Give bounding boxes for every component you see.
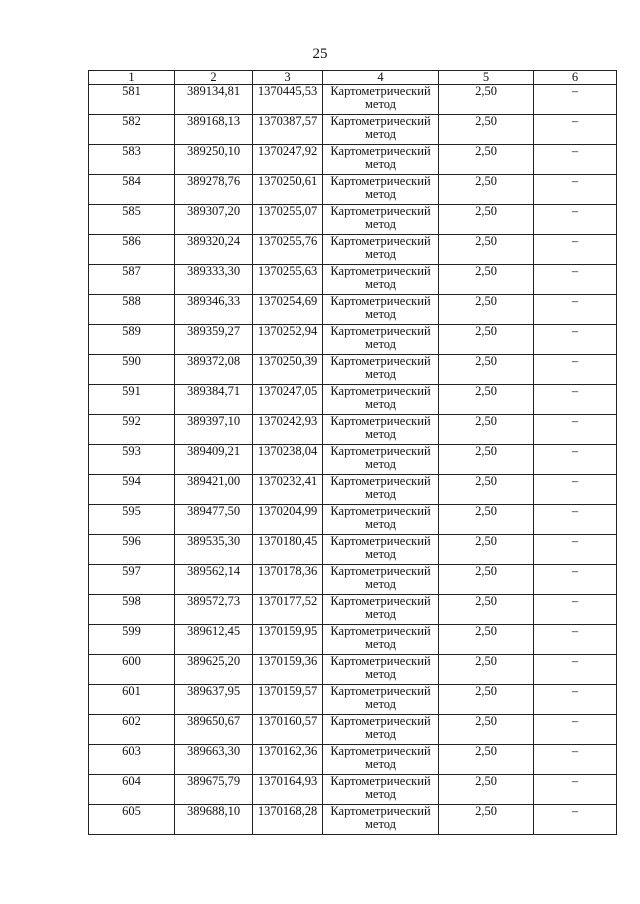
table-row [89,85,617,115]
method-cell: Картометрический метод [323,385,439,415]
table-row [89,415,617,445]
x-coordinate-cell: 389168,13 [175,115,253,145]
note-cell: – [534,685,617,715]
x-coordinate-cell: 389675,79 [175,775,253,805]
method-cell: Картометрический метод [323,655,439,685]
table-row [89,655,617,685]
accuracy-cell: 2,50 [439,415,534,445]
accuracy-cell: 2,50 [439,775,534,805]
table-row [89,535,617,565]
method-cell: Картометрический метод [323,625,439,655]
y-coordinate-cell: 1370238,04 [253,445,323,475]
method-cell: Картометрический метод [323,805,439,835]
note-cell: – [534,235,617,265]
point-number-cell: 597 [89,565,175,595]
accuracy-cell: 2,50 [439,475,534,505]
table-row [89,355,617,385]
column-header: 1 [89,71,175,85]
note-cell: – [534,85,617,115]
accuracy-cell: 2,50 [439,535,534,565]
table-row [89,805,617,835]
table-row [89,745,617,775]
method-cell: Картометрический метод [323,205,439,235]
x-coordinate-cell: 389409,21 [175,445,253,475]
note-cell: – [534,625,617,655]
point-number-cell: 591 [89,385,175,415]
note-cell: – [534,175,617,205]
accuracy-cell: 2,50 [439,565,534,595]
accuracy-cell: 2,50 [439,325,534,355]
point-number-cell: 601 [89,685,175,715]
table-row [89,295,617,325]
x-coordinate-cell: 389320,24 [175,235,253,265]
note-cell: – [534,475,617,505]
y-coordinate-cell: 1370387,57 [253,115,323,145]
note-cell: – [534,505,617,535]
note-cell: – [534,445,617,475]
note-cell: – [534,295,617,325]
note-cell: – [534,265,617,295]
note-cell: – [534,805,617,835]
method-cell: Картометрический метод [323,505,439,535]
point-number-cell: 585 [89,205,175,235]
accuracy-cell: 2,50 [439,595,534,625]
accuracy-cell: 2,50 [439,235,534,265]
x-coordinate-cell: 389384,71 [175,385,253,415]
table-row [89,685,617,715]
method-cell: Картометрический метод [323,415,439,445]
point-number-cell: 592 [89,415,175,445]
y-coordinate-cell: 1370232,41 [253,475,323,505]
note-cell: – [534,745,617,775]
y-coordinate-cell: 1370255,63 [253,265,323,295]
point-number-cell: 604 [89,775,175,805]
accuracy-cell: 2,50 [439,175,534,205]
point-number-cell: 581 [89,85,175,115]
table-row [89,385,617,415]
y-coordinate-cell: 1370247,05 [253,385,323,415]
table-row [89,145,617,175]
y-coordinate-cell: 1370250,39 [253,355,323,385]
y-coordinate-cell: 1370178,36 [253,565,323,595]
point-number-cell: 596 [89,535,175,565]
point-number-cell: 602 [89,715,175,745]
accuracy-cell: 2,50 [439,715,534,745]
table-row [89,115,617,145]
note-cell: – [534,325,617,355]
table-row [89,595,617,625]
column-header: 5 [439,71,534,85]
x-coordinate-cell: 389372,08 [175,355,253,385]
point-number-cell: 594 [89,475,175,505]
note-cell: – [534,595,617,625]
y-coordinate-cell: 1370255,76 [253,235,323,265]
page-number: 25 [312,46,328,62]
table-row [89,265,617,295]
note-cell: – [534,715,617,745]
point-number-cell: 595 [89,505,175,535]
y-coordinate-cell: 1370252,94 [253,325,323,355]
accuracy-cell: 2,50 [439,355,534,385]
point-number-cell: 603 [89,745,175,775]
table-row [89,625,617,655]
y-coordinate-cell: 1370160,57 [253,715,323,745]
accuracy-cell: 2,50 [439,205,534,235]
note-cell: – [534,415,617,445]
accuracy-cell: 2,50 [439,685,534,715]
method-cell: Картометрический метод [323,235,439,265]
x-coordinate-cell: 389650,67 [175,715,253,745]
accuracy-cell: 2,50 [439,745,534,775]
y-coordinate-cell: 1370250,61 [253,175,323,205]
method-cell: Картометрический метод [323,715,439,745]
accuracy-cell: 2,50 [439,145,534,175]
y-coordinate-cell: 1370247,92 [253,145,323,175]
method-cell: Картометрический метод [323,745,439,775]
table-row [89,205,617,235]
coordinates-table [88,70,617,835]
y-coordinate-cell: 1370204,99 [253,505,323,535]
method-cell: Картометрический метод [323,565,439,595]
method-cell: Картометрический метод [323,145,439,175]
x-coordinate-cell: 389663,30 [175,745,253,775]
method-cell: Картометрический метод [323,445,439,475]
note-cell: – [534,775,617,805]
y-coordinate-cell: 1370255,07 [253,205,323,235]
table-body [89,85,617,835]
method-cell: Картометрический метод [323,175,439,205]
y-coordinate-cell: 1370168,28 [253,805,323,835]
x-coordinate-cell: 389397,10 [175,415,253,445]
method-cell: Картометрический метод [323,355,439,385]
y-coordinate-cell: 1370159,57 [253,685,323,715]
y-coordinate-cell: 1370242,93 [253,415,323,445]
table-row [89,505,617,535]
table-row [89,715,617,745]
x-coordinate-cell: 389307,20 [175,205,253,235]
note-cell: – [534,385,617,415]
method-cell: Картометрический метод [323,535,439,565]
point-number-cell: 588 [89,295,175,325]
x-coordinate-cell: 389535,30 [175,535,253,565]
method-cell: Картометрический метод [323,595,439,625]
y-coordinate-cell: 1370159,36 [253,655,323,685]
accuracy-cell: 2,50 [439,295,534,325]
point-number-cell: 589 [89,325,175,355]
table-row [89,565,617,595]
point-number-cell: 586 [89,235,175,265]
point-number-cell: 600 [89,655,175,685]
table-row [89,175,617,205]
point-number-cell: 587 [89,265,175,295]
x-coordinate-cell: 389562,14 [175,565,253,595]
point-number-cell: 599 [89,625,175,655]
accuracy-cell: 2,50 [439,445,534,475]
table-row [89,475,617,505]
x-coordinate-cell: 389637,95 [175,685,253,715]
column-header: 4 [323,71,439,85]
note-cell: – [534,655,617,685]
x-coordinate-cell: 389477,50 [175,505,253,535]
y-coordinate-cell: 1370159,95 [253,625,323,655]
y-coordinate-cell: 1370164,93 [253,775,323,805]
method-cell: Картометрический метод [323,325,439,355]
method-cell: Картометрический метод [323,475,439,505]
method-cell: Картометрический метод [323,775,439,805]
accuracy-cell: 2,50 [439,385,534,415]
x-coordinate-cell: 389625,20 [175,655,253,685]
y-coordinate-cell: 1370254,69 [253,295,323,325]
x-coordinate-cell: 389688,10 [175,805,253,835]
accuracy-cell: 2,50 [439,805,534,835]
column-header: 2 [175,71,253,85]
accuracy-cell: 2,50 [439,85,534,115]
method-cell: Картометрический метод [323,115,439,145]
point-number-cell: 590 [89,355,175,385]
column-header: 6 [534,71,617,85]
note-cell: – [534,565,617,595]
point-number-cell: 598 [89,595,175,625]
point-number-cell: 593 [89,445,175,475]
note-cell: – [534,535,617,565]
x-coordinate-cell: 389359,27 [175,325,253,355]
method-cell: Картометрический метод [323,265,439,295]
table-row [89,235,617,265]
table-header-row [89,71,617,85]
x-coordinate-cell: 389572,73 [175,595,253,625]
x-coordinate-cell: 389421,00 [175,475,253,505]
x-coordinate-cell: 389612,45 [175,625,253,655]
point-number-cell: 582 [89,115,175,145]
column-header: 3 [253,71,323,85]
x-coordinate-cell: 389333,30 [175,265,253,295]
accuracy-cell: 2,50 [439,655,534,685]
x-coordinate-cell: 389278,76 [175,175,253,205]
accuracy-cell: 2,50 [439,115,534,145]
point-number-cell: 583 [89,145,175,175]
note-cell: – [534,145,617,175]
note-cell: – [534,115,617,145]
y-coordinate-cell: 1370177,52 [253,595,323,625]
note-cell: – [534,355,617,385]
method-cell: Картометрический метод [323,685,439,715]
table-row [89,445,617,475]
x-coordinate-cell: 389346,33 [175,295,253,325]
x-coordinate-cell: 389250,10 [175,145,253,175]
accuracy-cell: 2,50 [439,505,534,535]
table-row [89,325,617,355]
y-coordinate-cell: 1370445,53 [253,85,323,115]
point-number-cell: 605 [89,805,175,835]
point-number-cell: 584 [89,175,175,205]
accuracy-cell: 2,50 [439,265,534,295]
x-coordinate-cell: 389134,81 [175,85,253,115]
method-cell: Картометрический метод [323,85,439,115]
accuracy-cell: 2,50 [439,625,534,655]
note-cell: – [534,205,617,235]
method-cell: Картометрический метод [323,295,439,325]
y-coordinate-cell: 1370162,36 [253,745,323,775]
table-row [89,775,617,805]
y-coordinate-cell: 1370180,45 [253,535,323,565]
